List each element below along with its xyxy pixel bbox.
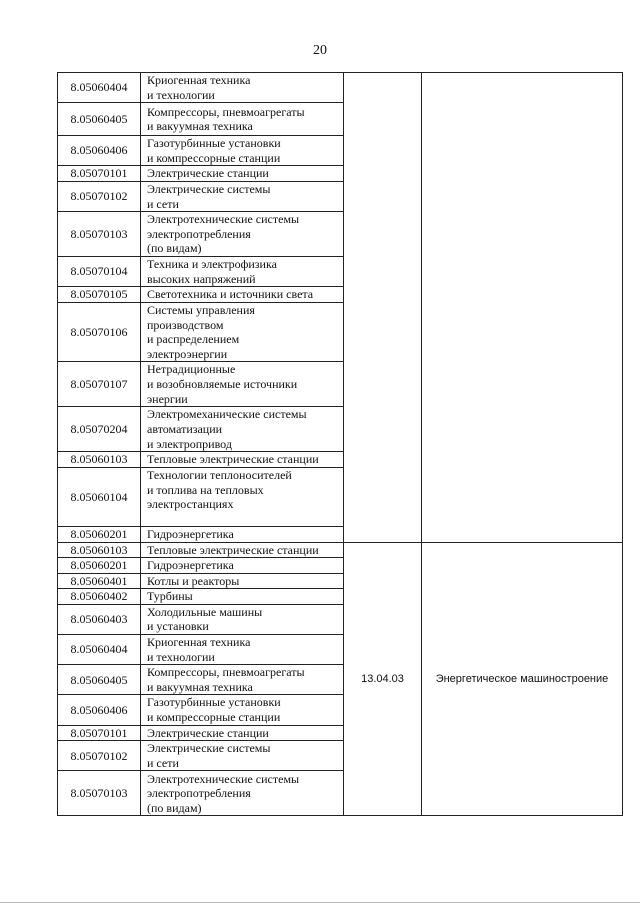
old-name-cell: Холодильные машины и установки xyxy=(141,604,344,634)
old-code-cell: 8.05060406 xyxy=(58,695,141,725)
old-name-cell: Технологии теплоносителей и топлива на тепловых электростанциях xyxy=(141,467,344,526)
old-name-cell: Электрические системы и сети xyxy=(141,181,344,211)
table-row xyxy=(58,542,623,558)
old-code-cell: 8.05060401 xyxy=(58,573,141,589)
old-code-cell: 8.05060201 xyxy=(58,558,141,574)
old-code-cell: 8.05060201 xyxy=(58,526,141,542)
old-code-cell: 8.05060406 xyxy=(58,136,141,166)
old-name-cell: Электрические системы и сети xyxy=(141,741,344,771)
old-code-cell: 8.05060403 xyxy=(58,604,141,634)
old-code-cell: 8.05060405 xyxy=(58,665,141,695)
old-code-cell: 8.05060402 xyxy=(58,589,141,605)
old-code-cell: 8.05070104 xyxy=(58,257,141,287)
old-name-cell: Компрессоры, пневмоагрегаты и вакуумная техника xyxy=(141,103,344,136)
old-code-cell: 8.05070102 xyxy=(58,741,141,771)
old-code-cell: 8.05070107 xyxy=(58,362,141,407)
old-name-cell: Электрические станции xyxy=(141,166,344,182)
old-name-cell: Тепловые электрические станции xyxy=(141,542,344,558)
old-name-cell: Гидроэнергетика xyxy=(141,526,344,542)
old-name-cell: Турбины xyxy=(141,589,344,605)
old-code-cell: 8.05070101 xyxy=(58,166,141,182)
old-name-cell: Газотурбинные установки и компрессорные станции xyxy=(141,136,344,166)
page-number: 20 xyxy=(313,43,327,58)
old-code-cell: 8.05070103 xyxy=(58,212,141,257)
old-name-cell: Криогенная техника и технологии xyxy=(141,635,344,665)
old-name-cell: Криогенная техника и технологии xyxy=(141,73,344,103)
old-code-cell: 8.05070101 xyxy=(58,725,141,741)
new-name-cell: Энергетическое машиностроение xyxy=(422,542,623,816)
old-name-cell: Компрессоры, пневмоагрегаты и вакуумная техника xyxy=(141,665,344,695)
old-name-cell: Светотехника и источники света xyxy=(141,287,344,303)
new-name-cell-group-1 xyxy=(422,73,623,543)
old-name-cell: Электрические станции xyxy=(141,725,344,741)
old-name-cell: Гидроэнергетика xyxy=(141,558,344,574)
old-code-cell: 8.05070103 xyxy=(58,771,141,816)
old-code-cell: 8.05060103 xyxy=(58,542,141,558)
new-code-cell-group-1 xyxy=(344,73,422,543)
old-name-cell: Техника и электрофизика высоких напряжений xyxy=(141,257,344,287)
specialty-correspondence-table xyxy=(57,72,623,816)
old-name-cell: Тепловые электрические станции xyxy=(141,452,344,468)
old-code-cell: 8.05070106 xyxy=(58,302,141,361)
old-code-cell: 8.05070102 xyxy=(58,181,141,211)
old-code-cell: 8.05060104 xyxy=(58,467,141,526)
old-code-cell: 8.05070204 xyxy=(58,407,141,452)
old-code-cell: 8.05060404 xyxy=(58,73,141,103)
old-name-cell: Электромеханические системы автоматизации и электропривод xyxy=(141,407,344,452)
new-code-cell: 13.04.03 xyxy=(344,542,422,816)
old-name-cell: Системы управления производством и распределением электроэнергии xyxy=(141,302,344,361)
old-name-cell: Нетрадиционные и возобновляемые источники энергии xyxy=(141,362,344,407)
table-row xyxy=(58,73,623,103)
old-code-cell: 8.05060404 xyxy=(58,635,141,665)
page-bottom-edge xyxy=(0,902,640,903)
old-name-cell: Электротехнические системы электропотребления (по видам) xyxy=(141,212,344,257)
old-code-cell: 8.05060405 xyxy=(58,103,141,136)
old-name-cell: Газотурбинные установки и компрессорные станции xyxy=(141,695,344,725)
old-code-cell: 8.05070105 xyxy=(58,287,141,303)
old-code-cell: 8.05060103 xyxy=(58,452,141,468)
old-name-cell: Электротехнические системы электропотребления (по видам) xyxy=(141,771,344,816)
old-name-cell: Котлы и реакторы xyxy=(141,573,344,589)
